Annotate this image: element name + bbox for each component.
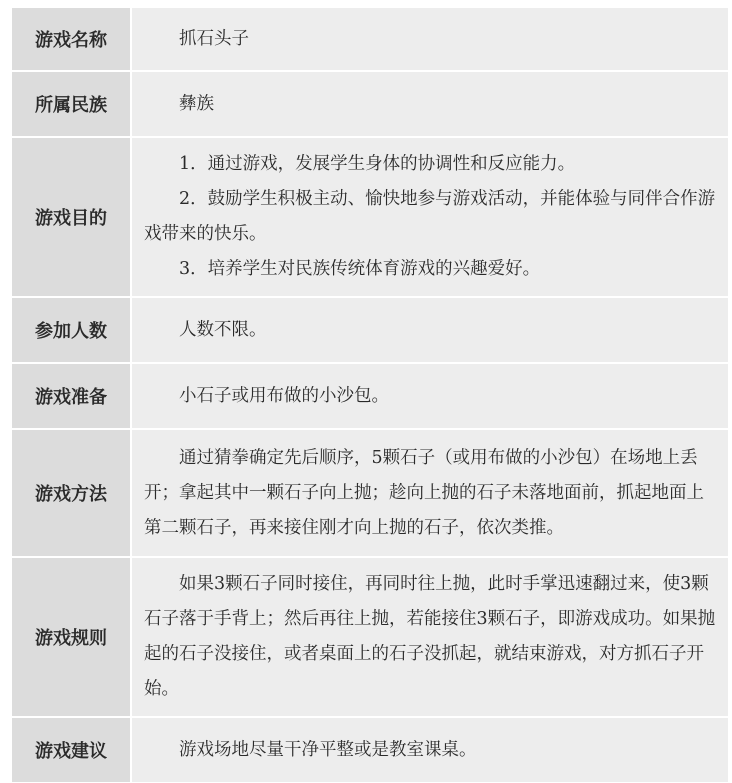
row-rules — [12, 558, 728, 718]
row-label: 游戏名称 — [12, 8, 132, 70]
row-label: 游戏方法 — [12, 430, 132, 556]
content-paragraph: 抓石头子 — [179, 28, 249, 49]
content-paragraph: 人数不限。 — [179, 319, 267, 340]
row-method — [12, 430, 728, 558]
row-content — [132, 364, 728, 428]
row-content — [132, 138, 728, 296]
row-label: 游戏目的 — [12, 138, 132, 296]
row-suggestion — [12, 718, 728, 782]
row-content — [132, 430, 728, 556]
row-label: 游戏建议 — [12, 718, 132, 782]
row-ethnic-group — [12, 72, 728, 138]
row-label: 游戏规则 — [12, 558, 132, 716]
game-info-table — [12, 8, 728, 782]
row-content — [132, 558, 728, 716]
row-label: 游戏准备 — [12, 364, 132, 428]
content-paragraph: 如果3颗石子同时接住，再同时往上抛，此时手掌迅速翻过来，使3颗石子落于手背上；然后再往上抛，若能接住3颗石子，即游戏成功。如果抛起的石子没接住，或者桌面上的石子没抓起，就结束游戏，对方抓石子开始。 — [144, 574, 716, 699]
row-content — [132, 298, 728, 362]
content-paragraph: 彝族 — [179, 93, 214, 114]
row-content — [132, 72, 728, 136]
content-paragraph: 1．通过游戏，发展学生身体的协调性和反应能力。 — [179, 154, 576, 174]
row-game-name — [12, 8, 728, 72]
row-content — [132, 8, 728, 70]
content-paragraph: 小石子或用布做的小沙包。 — [179, 385, 389, 406]
row-label: 参加人数 — [12, 298, 132, 362]
row-label: 所属民族 — [12, 72, 132, 136]
row-game-purpose — [12, 138, 728, 298]
content-paragraph: 通过猜拳确定先后顺序，5颗石子（或用布做的小沙包）在场地上丢开；拿起其中一颗石子向上抛；趁向上抛的石子未落地面前，抓起地面上第二颗石子，再来接住刚才向上抛的石子，依次类推。 — [144, 447, 704, 538]
content-paragraph: 游戏场地尽量干净平整或是教室课桌。 — [179, 739, 477, 760]
content-paragraph: 3．培养学生对民族传统体育游戏的兴趣爱好。 — [179, 259, 541, 279]
row-participants — [12, 298, 728, 364]
row-preparation — [12, 364, 728, 430]
content-paragraph: 2．鼓励学生积极主动、愉快地参与游戏活动，并能体验与同伴合作游戏带来的快乐。 — [144, 189, 716, 244]
row-content — [132, 718, 728, 782]
